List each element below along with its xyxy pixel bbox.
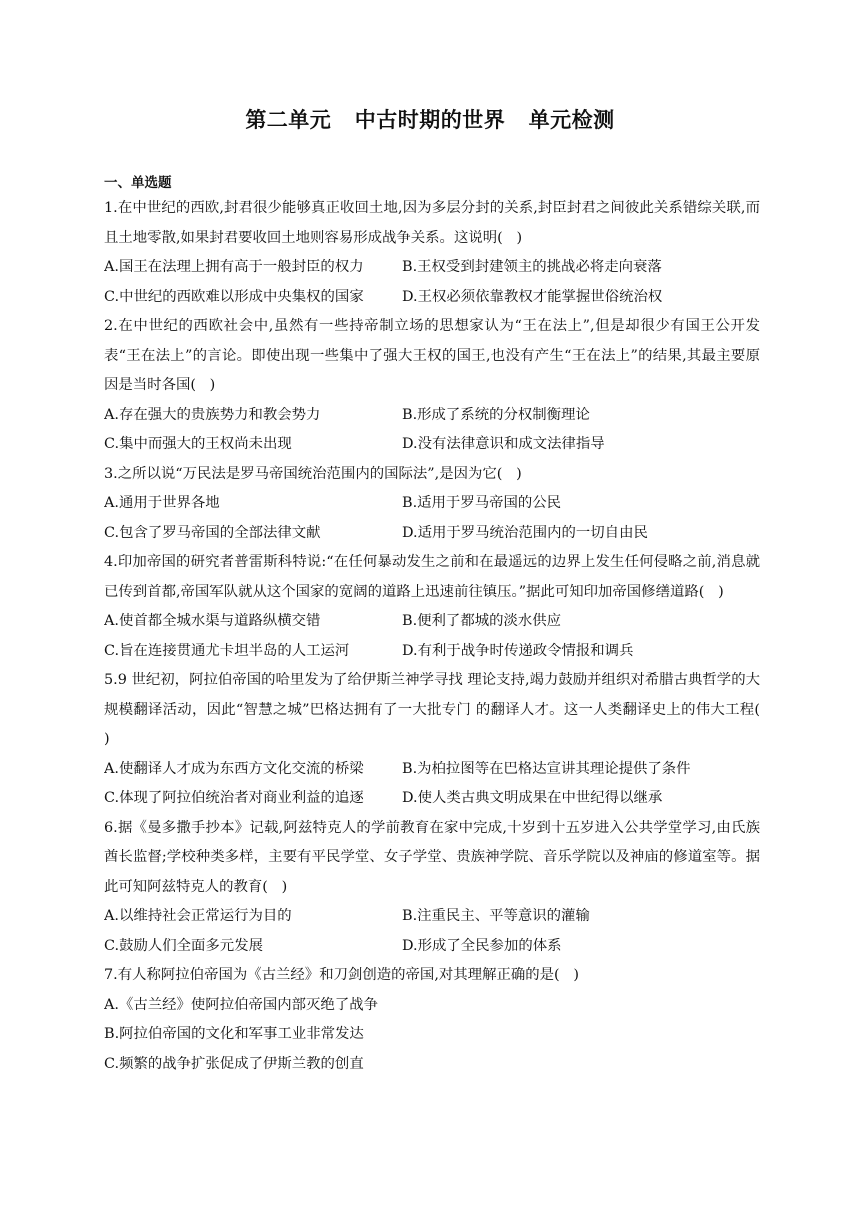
option-a: A.国王在法理上拥有高于一般封臣的权力 bbox=[104, 259, 364, 275]
option-a: A.存在强大的贵族势力和教会势力 bbox=[104, 406, 321, 423]
option-a: A.使首都全城水渠与道路纵横交错 bbox=[104, 613, 321, 629]
option-group bbox=[104, 489, 760, 548]
question-stem: 2.在中世纪的西欧社会中,虽然有一些持帝制立场的思想家认为“王在法上”,但是却很少有国王公开发表“王在法上”的言论。即使出现一些集中了强大王权的国王,也没有产生“王在法上”的结果,其最主要原因是当时各国( ) bbox=[104, 318, 760, 393]
option-group bbox=[104, 401, 760, 460]
option-d: D.形成了全民参加的体系 bbox=[402, 937, 562, 954]
option-b: B.为柏拉图等在巴格达宣讲其理论提供了条件 bbox=[402, 760, 691, 777]
option-b: B.王权受到封建领主的挑战必将走向衰落 bbox=[402, 259, 662, 275]
option-b: B.注重民主、平等意识的灌输 bbox=[402, 908, 590, 924]
option-c: C.体现了阿拉伯统治者对商业利益的追逐 bbox=[104, 790, 364, 806]
option-a: A.通用于世界各地 bbox=[104, 495, 220, 511]
question-stem: 4.印加帝国的研究者普雷斯科特说:“在任何暴动发生之前和在最遥远的边界上发生任何侵略之前,消息就已传到首都,帝国军队就从这个国家的宽阔的道路上迅速前往镇压。”据此可知印加帝国修缮道路( ) bbox=[104, 554, 760, 600]
option-group bbox=[104, 991, 760, 1080]
option-c: C.中世纪的西欧难以形成中央集权的国家 bbox=[104, 288, 364, 305]
question-2 bbox=[104, 312, 760, 460]
option-a: A.《古兰经》使阿拉伯帝国内部灭绝了战争 bbox=[104, 996, 378, 1013]
question-stem: 3.之所以说“万民法是罗马帝国统治范围内的国际法”,是因为它( ) bbox=[104, 465, 522, 482]
option-d: D.使人类古典文明成果在中世纪得以继承 bbox=[402, 790, 663, 806]
question-3 bbox=[104, 460, 760, 549]
option-b: B.形成了系统的分权制衡理论 bbox=[402, 406, 590, 423]
option-b: B.适用于罗马帝国的公民 bbox=[402, 495, 562, 511]
option-c: C.旨在连接贯通尤卡坦半岛的人工运河 bbox=[104, 642, 350, 659]
page-title: 第二单元 中古时期的世界 单元检测 bbox=[245, 108, 615, 132]
option-d: D.没有法律意识和成文法律指导 bbox=[402, 436, 605, 452]
question-5 bbox=[104, 666, 774, 814]
question-stem: 5.9 世纪初，阿拉伯帝国的哈里发为了给伊斯兰神学寻找 理论支持,竭力鼓励并组织对希腊古典哲学的大规模翻译活动，因此“智慧之城”巴格达拥有了一大批专门 的翻译人才。这一人类翻译史上的伟大工程( ) bbox=[104, 672, 774, 747]
question-4 bbox=[104, 548, 760, 666]
question-6 bbox=[104, 814, 760, 962]
question-stem: 7.有人称阿拉伯帝国为《古兰经》和刀剑创造的帝国,对其理解正确的是( ) bbox=[104, 967, 579, 983]
question-list bbox=[104, 170, 774, 1079]
option-c: C.集中而强大的王权尚未出现 bbox=[104, 436, 292, 452]
option-d: D.适用于罗马统治范围内的一切自由民 bbox=[402, 524, 648, 541]
option-a: A.使翻译人才成为东西方文化交流的桥梁 bbox=[104, 760, 364, 777]
option-d: D.王权必须依靠教权才能掌握世俗统治权 bbox=[402, 288, 663, 305]
option-c: C.频繁的战争扩张促成了伊斯兰教的创直 bbox=[104, 1055, 364, 1072]
option-d: D.有利于战争时传递政令情报和调兵 bbox=[402, 642, 634, 659]
section-heading: 一、单选题 bbox=[104, 175, 172, 191]
option-b: B.阿拉伯帝国的文化和军事工业非常发达 bbox=[104, 1026, 364, 1042]
question-7 bbox=[104, 961, 760, 1079]
question-stem: 1.在中世纪的西欧,封君很少能够真正收回土地,因为多层分封的关系,封臣封君之间彼此关系错综关联,而且土地零散,如果封君要收回土地则容易形成战争关系。这说明( ) bbox=[104, 200, 760, 246]
option-group bbox=[104, 253, 760, 312]
option-c: C.鼓励人们全面多元发展 bbox=[104, 937, 263, 954]
question-stem: 6.据《曼多撒手抄本》记载,阿兹特克人的学前教育在家中完成,十岁到十五岁进入公共学堂学习,由氏族酋长监督;学校种类多样，主要有平民学堂、女子学堂、贵族神学院、音乐学院以及神庙的修道室等。据此可知阿兹特克人的教育( ) bbox=[104, 819, 760, 895]
option-group bbox=[104, 607, 760, 666]
option-a: A.以维持社会正常运行为目的 bbox=[104, 908, 292, 924]
option-group bbox=[104, 902, 760, 961]
option-b: B.便利了都城的淡水供应 bbox=[402, 613, 562, 629]
option-group bbox=[104, 755, 760, 814]
question-1 bbox=[104, 194, 760, 312]
option-c: C.包含了罗马帝国的全部法律文献 bbox=[104, 524, 321, 541]
